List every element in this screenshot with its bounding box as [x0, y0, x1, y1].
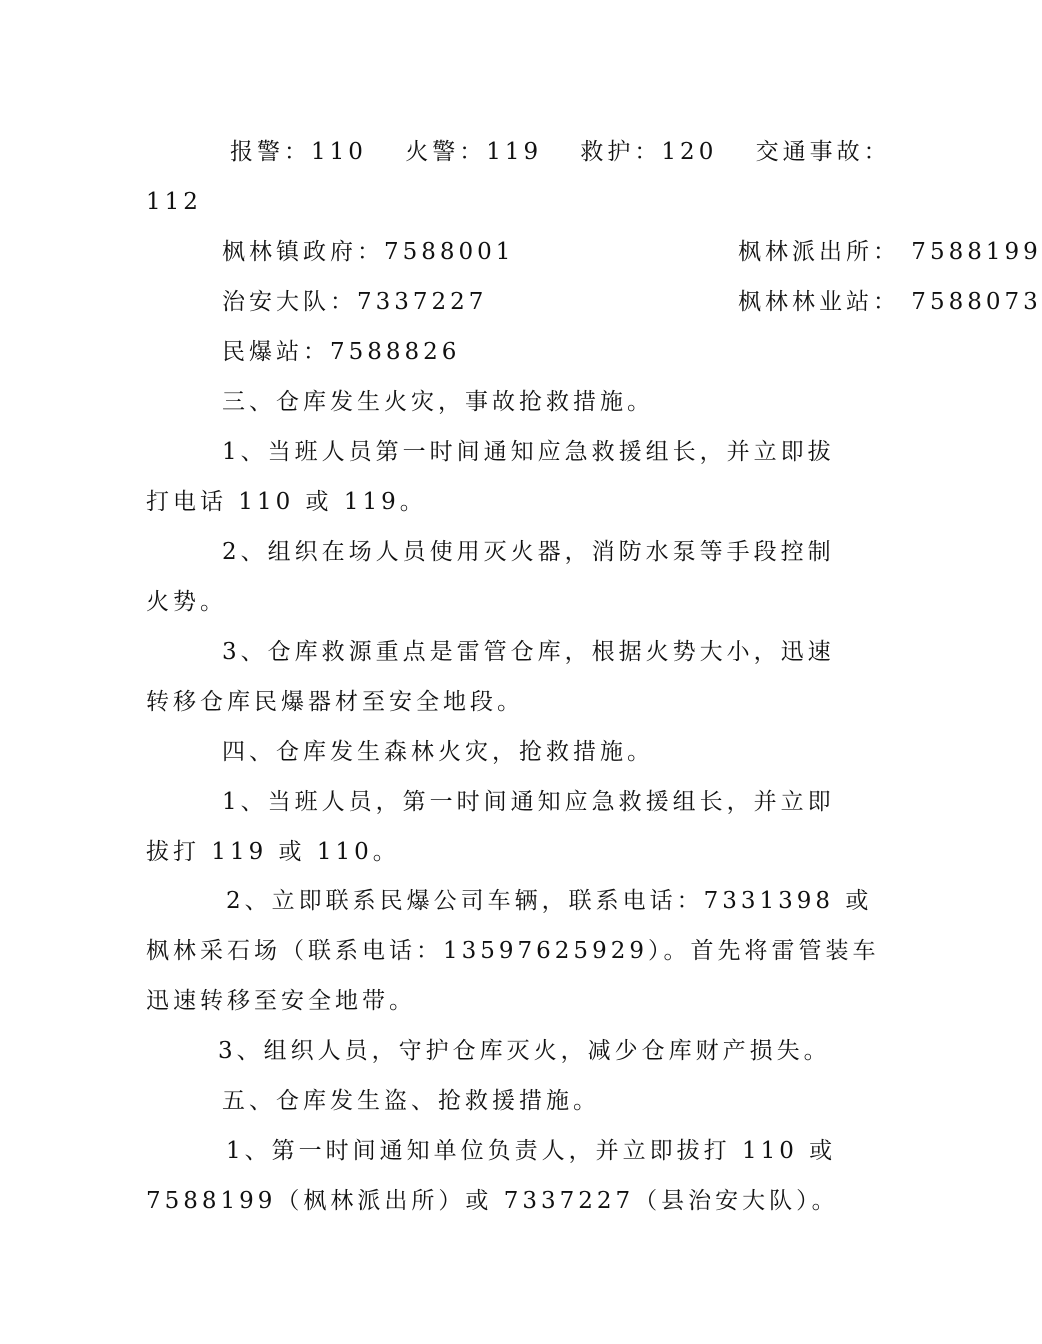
section4-item2-line3: 迅速转移至安全地带。 — [146, 988, 416, 1014]
contact-row — [222, 287, 1042, 317]
section4-item2-line2: 枫林采石场（联系电话：13597625929）。首先将雷管装车 — [146, 938, 880, 964]
contact-forestry-station: 枫林林业站： 7588073 — [738, 289, 1042, 315]
section3-item1-line2: 打电话 110 或 119。 — [146, 489, 427, 515]
section4-item1-line2: 拔打 119 或 110。 — [146, 839, 400, 865]
section5-item1-line1: 1、第一时间通知单位负责人，并立即拔打 110 或 — [226, 1138, 837, 1164]
contact-row — [222, 237, 1042, 267]
section3-item1-line1: 1、当班人员第一时间通知应急救援组长，并立即拔 — [222, 439, 835, 465]
section3-item3-line1: 3、仓库救源重点是雷管仓库，根据火势大小，迅速 — [222, 639, 835, 665]
contact-public-security-brigade: 治安大队：7337227 — [222, 289, 488, 315]
section3-heading: 三、仓库发生火灾，事故抢救措施。 — [222, 389, 654, 415]
contact-row — [222, 337, 460, 367]
contact-police-station: 枫林派出所： 7588199 — [738, 239, 1042, 265]
section5-heading: 五、仓库发生盗、抢救援措施。 — [222, 1088, 600, 1114]
section3-item3-line2: 转移仓库民爆器材至安全地段。 — [146, 689, 524, 715]
emergency-numbers-line-cont: 112 — [146, 189, 202, 215]
section5-item1-line2: 7588199（枫林派出所）或 7337227（县治安大队）。 — [146, 1188, 839, 1214]
emergency-numbers-line: 报警：110 火警：119 救护：120 交通事故： — [230, 139, 891, 165]
section3-item2-line1: 2、组织在场人员使用灭火器，消防水泵等手段控制 — [222, 539, 835, 565]
contact-town-government: 枫林镇政府：7588001 — [222, 239, 515, 265]
contact-explosives-station: 民爆站：7588826 — [222, 339, 461, 365]
section4-item2-line1: 2、立即联系民爆公司车辆，联系电话：7331398 或 — [226, 888, 873, 914]
section4-item1-line1: 1、当班人员，第一时间通知应急救援组长，并立即 — [222, 789, 835, 815]
section4-item3: 3、组织人员，守护仓库灭火，减少仓库财产损失。 — [218, 1038, 831, 1064]
section3-item2-line2: 火势。 — [146, 589, 227, 615]
section4-heading: 四、仓库发生森林火灾，抢救措施。 — [222, 739, 654, 765]
